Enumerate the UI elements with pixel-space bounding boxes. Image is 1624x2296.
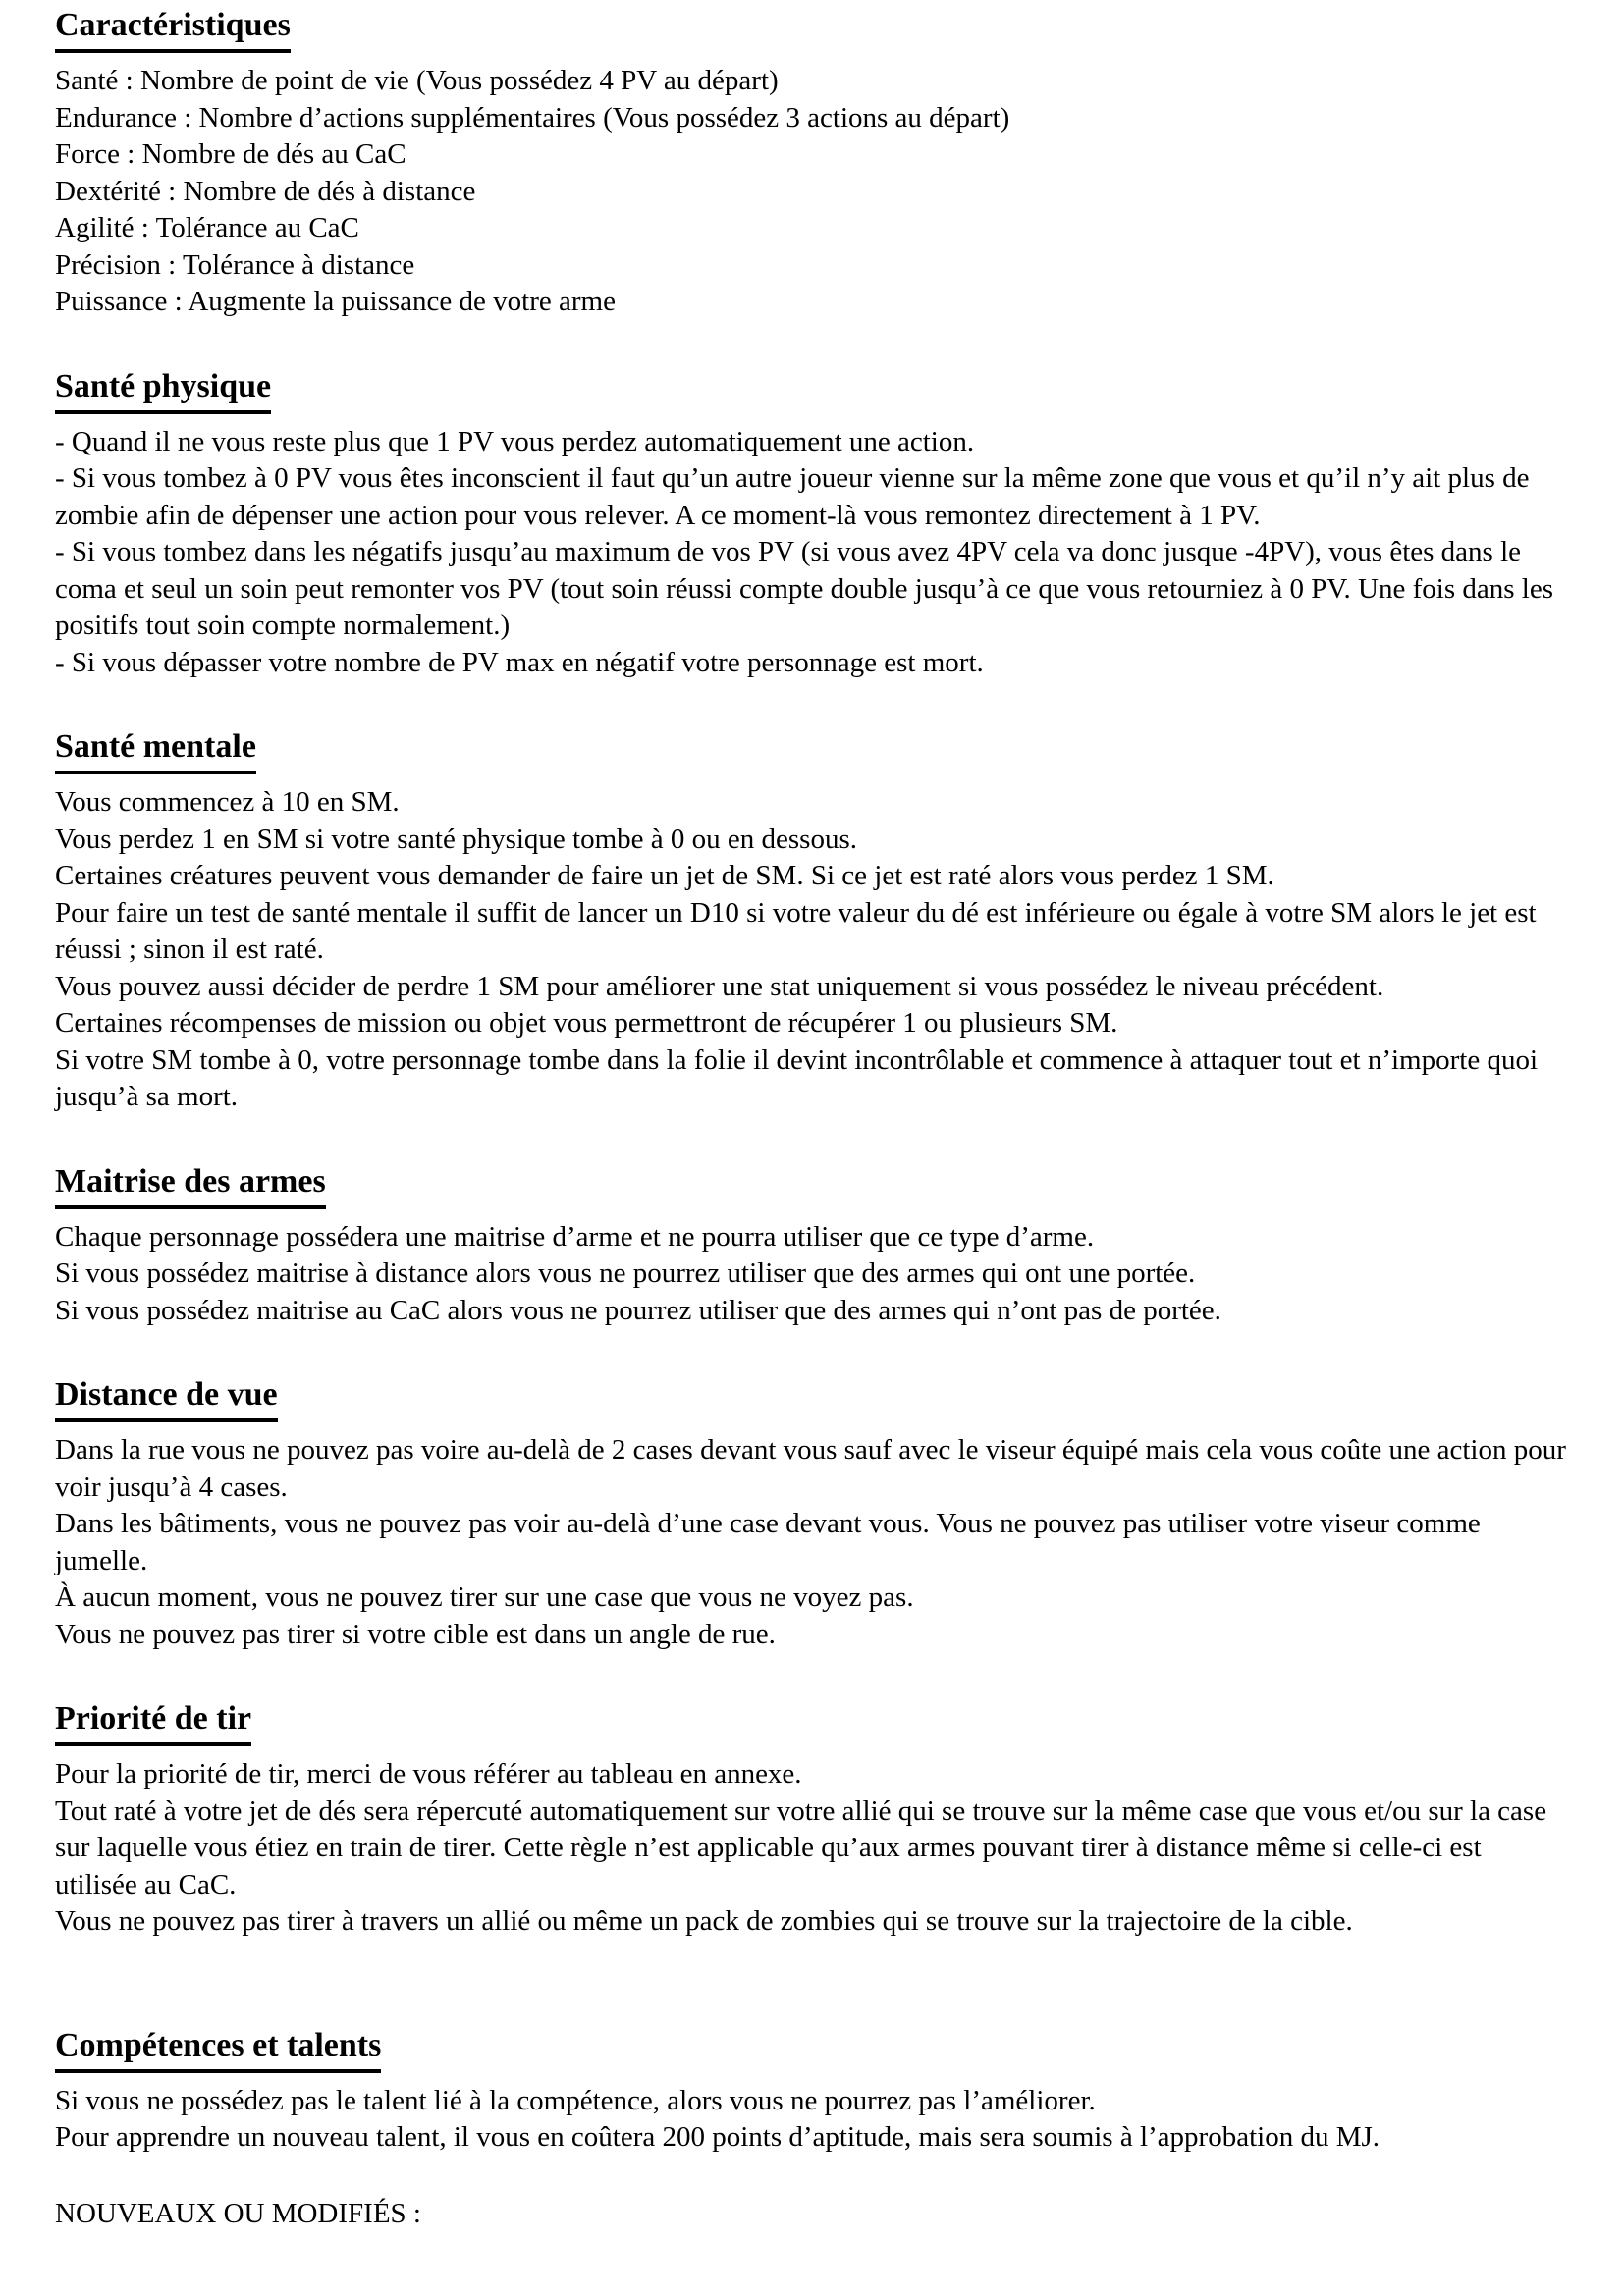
paragraph: Tout raté à votre jet de dés sera répercuté automatiquement sur votre allié qui se trouve sur la même case que vous et/ou sur la case sur laquelle vous étiez en train de tirer. Cette règle n’est applicable qu’aux armes pouvant tirer à distance même si celle-ci est utilisée au CaC. [55, 1794, 1547, 1900]
paragraph: Puissance : Augmente la puissance de votre arme [55, 286, 616, 317]
section-maitrise-des-armes [55, 1160, 1569, 1330]
heading-text: Maitrise des armes [55, 1160, 326, 1209]
paragraph: Dans les bâtiments, vous ne pouvez pas voir au-delà d’une case devant vous. Vous ne pouvez pas utiliser votre viseur comme jumelle. [55, 1508, 1481, 1576]
paragraph: Certaines créatures peuvent vous demander de faire un jet de SM. Si ce jet est raté alors vous perdez 1 SM. [55, 860, 1274, 891]
heading-distance-de-vue [55, 1373, 1569, 1422]
heading-text: Distance de vue [55, 1373, 278, 1422]
heading-caracteristiques [55, 4, 1569, 53]
paragraph: Endurance : Nombre d’actions supplémentaires (Vous possédez 3 actions au départ) [55, 101, 1010, 133]
section-competences-et-talents [55, 2024, 1569, 2157]
heading-sante-mentale [55, 725, 1569, 774]
paragraph: Dextérité : Nombre de dés à distance [55, 175, 476, 207]
paragraph: Certaines récompenses de mission ou objet vous permettront de récupérer 1 ou plusieurs SM. [55, 1007, 1118, 1039]
heading-text: Compétences et talents [55, 2024, 381, 2073]
paragraph: Si vous possédez maitrise à distance alors vous ne pourrez utiliser que des armes qui ont une portée. [55, 1257, 1196, 1289]
paragraph: - Si vous dépasser votre nombre de PV max en négatif votre personnage est mort. [55, 646, 984, 678]
paragraph: Chaque personnage possédera une maitrise d’arme et ne pourra utiliser que ce type d’arme. [55, 1220, 1095, 1253]
paragraph: Si vous ne possédez pas le talent lié à la compétence, alors vous ne pourrez pas l’améliorer. [55, 2084, 1096, 2116]
paragraph: - Si vous tombez à 0 PV vous êtes inconscient il faut qu’un autre joueur vienne sur la même zone que vous et qu’il n’y ait plus de zombie afin de dépenser une action pour vous relever. A ce moment-là vous remontez directement à 1 PV. [55, 462, 1530, 531]
section-priorite-de-tir [55, 1697, 1569, 1941]
paragraph: Si votre SM tombe à 0, votre personnage tombe dans la folie il devint incontrôlable et commence à attaquer tout et n’importe quoi jusqu’à sa mort. [55, 1043, 1538, 1112]
paragraph: Pour la priorité de tir, merci de vous référer au tableau en annexe. [55, 1758, 802, 1789]
paragraph: Santé : Nombre de point de vie (Vous possédez 4 PV au départ) [55, 65, 779, 96]
heading-text: Caractéristiques [55, 4, 291, 53]
heading-text: Santé mentale [55, 725, 256, 774]
paragraph: Dans la rue vous ne pouvez pas voire au-delà de 2 cases devant vous sauf avec le viseur équipé mais cela vous coûte une action pour voir jusqu’à 4 cases. [55, 1434, 1566, 1503]
paragraph: - Si vous tombez dans les négatifs jusqu’au maximum de vos PV (si vous avez 4PV cela va donc jusque -4PV), vous êtes dans le coma et seul un soin peut remonter vos PV (tout soin réussi compte double jusqu’à ce que vous retourniez à 0 PV. Une fois dans les positifs tout soin compte normalement.) [55, 536, 1553, 641]
section-sante-mentale [55, 725, 1569, 1116]
paragraph: Pour faire un test de santé mentale il suffit de lancer un D10 si votre valeur du dé est inférieure ou égale à votre SM alors le jet est réussi ; sinon il est raté. [55, 896, 1537, 965]
paragraph: Précision : Tolérance à distance [55, 248, 415, 281]
heading-priorite-de-tir [55, 1697, 1569, 1746]
heading-maitrise-des-armes [55, 1160, 1569, 1209]
heading-text: Priorité de tir [55, 1697, 251, 1746]
paragraph: Force : Nombre de dés au CaC [55, 138, 406, 170]
paragraph: Vous pouvez aussi décider de perdre 1 SM pour améliorer une stat uniquement si vous possédez le niveau précédent. [55, 970, 1384, 1002]
footer-note: NOUVEAUX OU MODIFIÉS : [55, 2197, 421, 2229]
paragraph: Agilité : Tolérance au CaC [55, 212, 359, 243]
paragraph: Si vous possédez maitrise au CaC alors vous ne pourrez utiliser que des armes qui n’ont pas de portée. [55, 1294, 1221, 1326]
section-distance-de-vue [55, 1373, 1569, 1653]
paragraph: Vous perdez 1 en SM si votre santé physique tombe à 0 ou en dessous. [55, 823, 857, 855]
section-sante-physique [55, 365, 1569, 682]
paragraph: Vous commencez à 10 en SM. [55, 786, 400, 818]
heading-competences-et-talents [55, 2024, 1569, 2073]
heading-text: Santé physique [55, 365, 271, 414]
paragraph: Vous ne pouvez pas tirer si votre cible est dans un angle de rue. [55, 1618, 776, 1650]
heading-sante-physique [55, 365, 1569, 414]
paragraph: À aucun moment, vous ne pouvez tirer sur une case que vous ne voyez pas. [55, 1581, 914, 1613]
paragraph: Pour apprendre un nouveau talent, il vous en coûtera 200 points d’aptitude, mais sera soumis à l’approbation du MJ. [55, 2121, 1380, 2153]
paragraph: - Quand il ne vous reste plus que 1 PV vous perdez automatiquement une action. [55, 425, 975, 457]
paragraph: Vous ne pouvez pas tirer à travers un allié ou même un pack de zombies qui se trouve sur la trajectoire de la cible. [55, 1905, 1353, 1937]
section-caracteristiques [55, 4, 1569, 321]
